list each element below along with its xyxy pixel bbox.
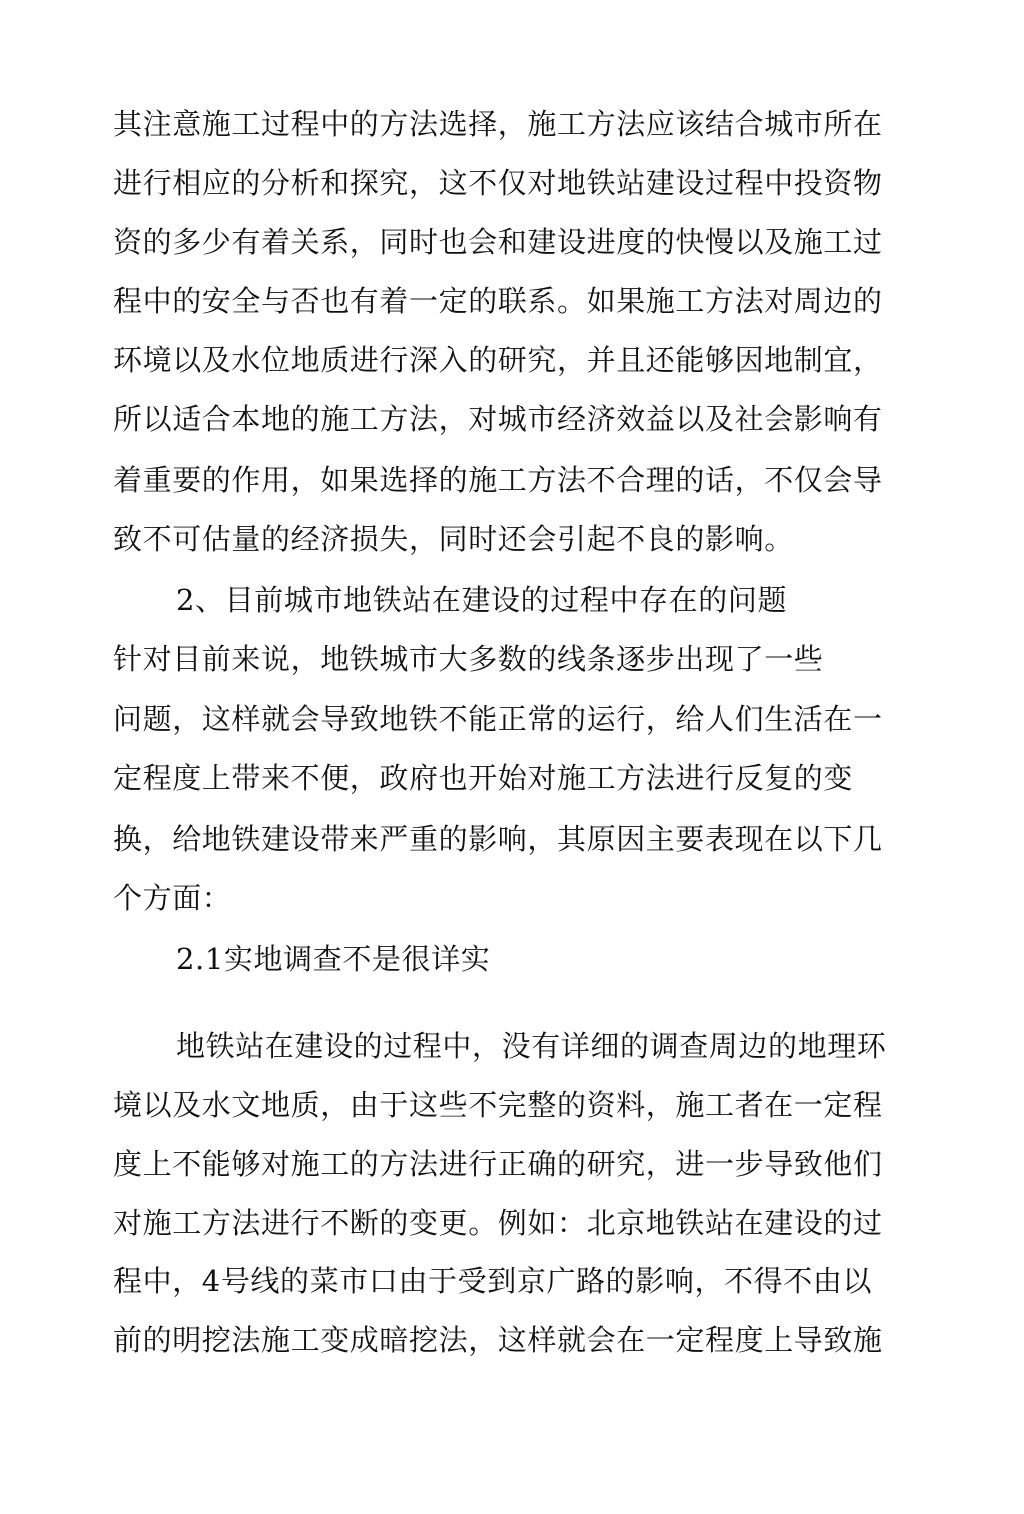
section-heading: 2、目前城市地铁站在建设的过程中存在的问题 (176, 583, 788, 617)
text-line: 对施工方法进行不断的变更。例如：北京地铁站在建设的过 (113, 1206, 883, 1240)
text-line: 定程度上带来不便，政府也开始对施工方法进行反复的变 (113, 761, 854, 795)
text-line: 前的明挖法施工变成暗挖法，这样就会在一定程度上导致施 (113, 1323, 883, 1357)
text-line: 境以及水文地质，由于这些不完整的资料，施工者在一定程 (113, 1088, 883, 1122)
text-line: 资的多少有着关系，同时也会和建设进度的快慢以及施工过 (113, 225, 883, 259)
text-line: 着重要的作用，如果选择的施工方法不合理的话，不仅会导 (113, 463, 883, 497)
text-line: 其注意施工过程中的方法选择，施工方法应该结合城市所在 (113, 107, 883, 141)
text-line: 度上不能够对施工的方法进行正确的研究，进一步导致他们 (113, 1147, 883, 1181)
text-line: 进行相应的分析和探究，这不仅对地铁站建设过程中投资物 (113, 166, 883, 200)
text-line: 针对目前来说，地铁城市大多数的线条逐步出现了一些 (113, 642, 824, 676)
text-line: 程中的安全与否也有着一定的联系。如果施工方法对周边的 (113, 284, 883, 318)
text-line: 问题，这样就会导致地铁不能正常的运行，给人们生活在一 (113, 702, 883, 736)
paragraph-first-line: 地铁站在建设的过程中，没有详细的调查周边的地理环 (176, 1029, 887, 1063)
text-line: 环境以及水位地质进行深入的研究，并且还能够因地制宜， (113, 343, 883, 377)
text-line: 所以适合本地的施工方法，对城市经济效益以及社会影响有 (113, 402, 883, 436)
text-line: 致不可估量的经济损失，同时还会引起不良的影响。 (113, 522, 794, 556)
text-line: 程中，4号线的菜市口由于受到京广路的影响，不得不由以 (113, 1264, 873, 1298)
subsection-heading: 2.1实地调查不是很详实 (176, 942, 491, 976)
text-line: 换，给地铁建设带来严重的影响，其原因主要表现在以下几 (113, 822, 883, 856)
text-line: 个方面： (113, 881, 232, 915)
